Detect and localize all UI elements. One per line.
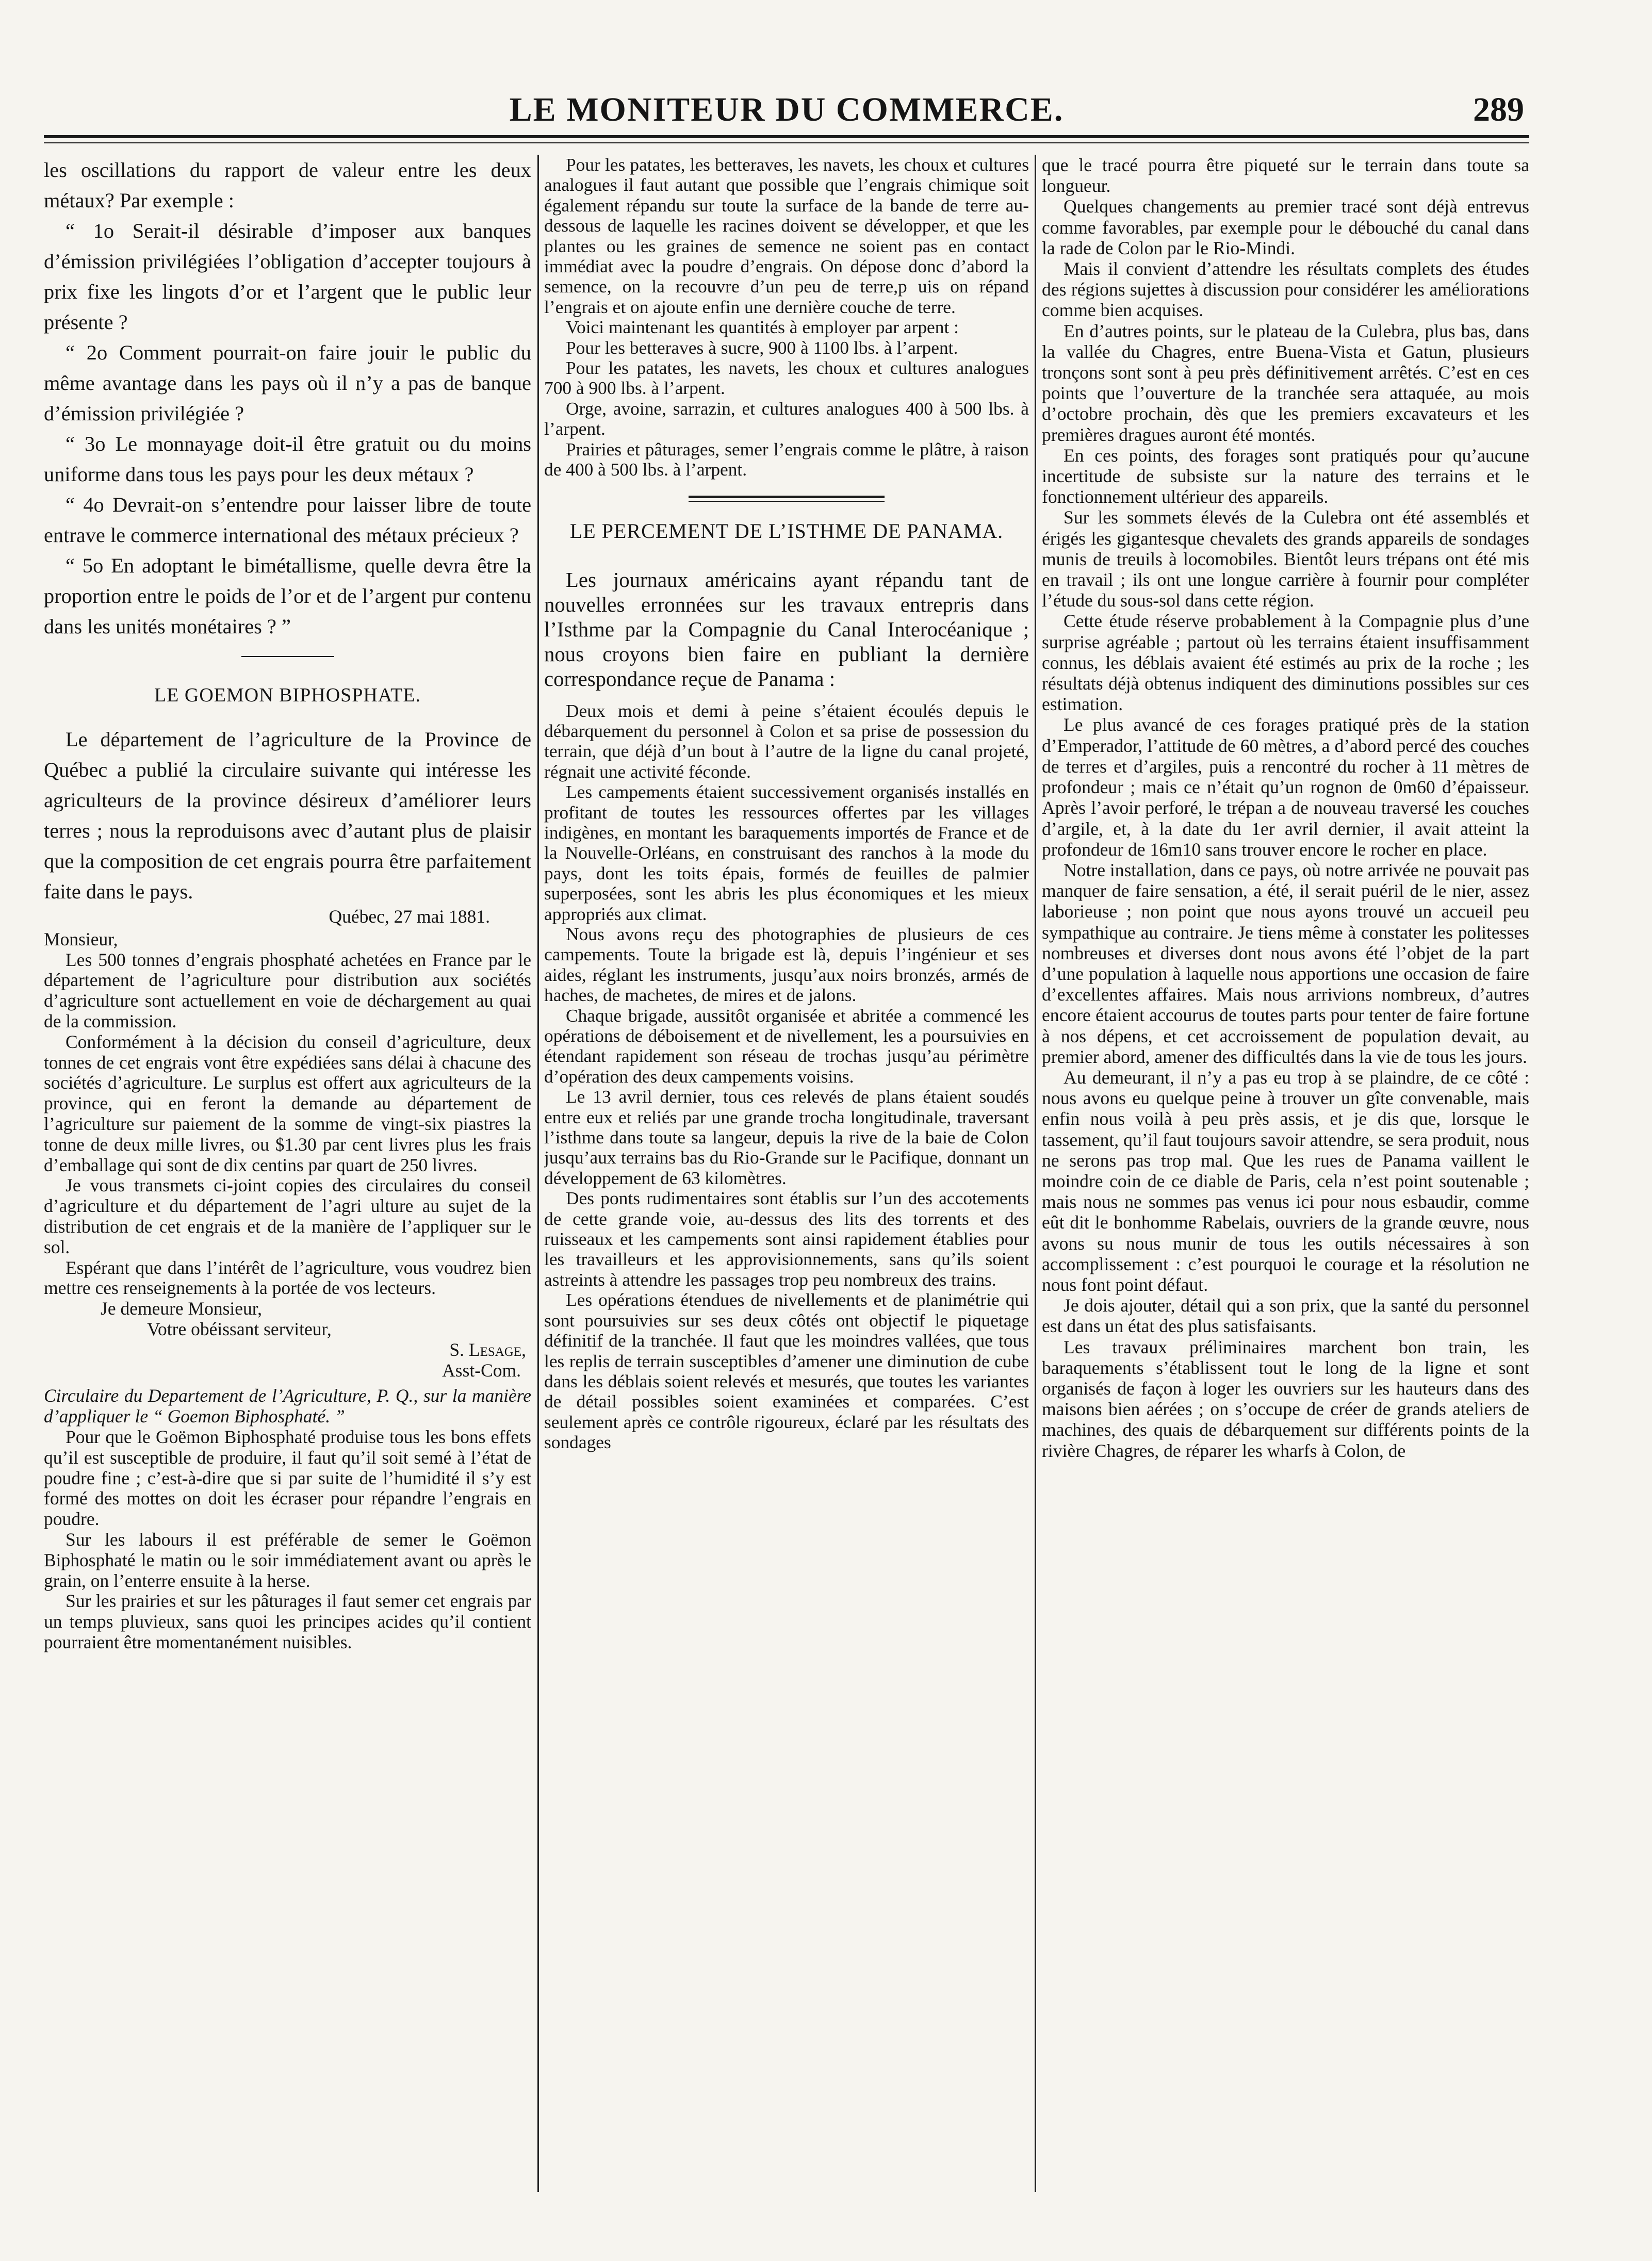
column-right [1042, 155, 1529, 2228]
quantity-item: Pour les patates, les navets, les choux et cultures analogues 700 à 900 lbs. à l’arpent. [544, 357, 1029, 399]
circulaire-paragraph: Sur les prairies et sur les pâturages il faut semer cet engrais par un temps pluvieux, sans quoi les principes acides qu’il contient pourraient être momentanément nuisibles. [44, 1591, 531, 1652]
article-paragraph: Des ponts rudimentaires sont établis sur l’un des accotements de cette grande voie, au-dessus des lits des torrents et des ruisseaux et les campements sont ainsi rapidement établies pour les travailleurs et les approvisionnements, sans qu’ils soient astreints à attendre les passages trop peu nombreux des trains. [544, 1188, 1029, 1290]
letter-paragraph: Espérant que dans l’intérêt de l’agriculture, vous voudrez bien mettre ces renseignements à la portée de vos lecteurs. [44, 1257, 531, 1299]
article-paragraph: que le tracé pourra être piqueté sur le terrain dans toute sa longueur. [1042, 155, 1529, 196]
article-paragraph: Notre installation, dans ce pays, où notre arrivée ne pouvait pas manquer de faire sensation, a été, il serait puéril de le nier, assez laborieuse ; non point que nous ayons trouvé un accueil peu sympathique au contraire. Je tiens même à constater les politesses nombreuses et diverses dont nous avons été l’objet de la part d’une population à laquelle nous apportions une occasion de faire d’excellentes affaires. Mais nous arrivions nombreux, d’autres encore étaient accourus de toutes parts pour tenter de faire fortune à nos dépens, et cet accroissement de population devait, au premier abord, amener des difficultés dans la vie de tous les jours. [1042, 859, 1529, 1067]
article-paragraph: Mais il convient d’attendre les résultats complets des études des régions sujettes à discussion pour considérer les améliorations comme bien acquises. [1042, 258, 1529, 321]
article-paragraph: Chaque brigade, aussitôt organisée et abritée a commencé les opérations de déboisement et de nivellement, les a poursuivies en étendant rapidement son réseau de trochas jusqu’au périmètre d’opération des deux campements voisins. [544, 1005, 1029, 1087]
article-paragraph: Voici maintenant les quantités à employer par arpent : [566, 317, 959, 338]
section-title-goemon: LE GOEMON BIPHOSPHATE. [154, 684, 421, 706]
article-paragraph: Sur les sommets élevés de la Culebra ont été assemblés et érigés les gigantesque chevalets des grands appareils de sondages munis de treuils à locomobiles. Bientôt leurs trépans ont été mis en travail ; ils ont une longue carrière à fournir pour compléter l’étude du sous-sol dans cette région. [1042, 507, 1529, 611]
question-4: “ 4o Devrait-on s’entendre pour laisser libre de toute entrave le commerce international des métaux précieux ? [44, 493, 531, 547]
letter-closing: Je demeure Monsieur, [101, 1298, 263, 1319]
circulaire-paragraph: Sur les labours il est préférable de semer le Goëmon Biphosphaté le matin ou le soir immédiatement avant ou après le grain, on l’enterre ensuite à la herse. [44, 1529, 531, 1591]
article-paragraph: Les campements étaient successivement organisés installés en profitant de toutes les ressources offertes par les villages indigènes, en montant les baraquements importés de France et de la Nouvelle-Orléans, en construisant des ranchos à la mode du pays, dont les toits épais, formés de feuilles de palmier superposées, sont les abris les plus économiques et les mieux appropriés aux climat. [544, 781, 1029, 924]
column-divider-2 [1035, 155, 1036, 2192]
letter-paragraph: Conformément à la décision du conseil d’agriculture, deux tonnes de cet engrais vont être expédiées sans délai à chacune des sociétés d’agriculture. Le surplus est offert aux agriculteurs de la province, qui en feront la demande au département de l’agriculture sur paiement de la somme de vingt-six piastres la tonne de deux mille livres, ou $1.30 par cent livres plus les frais d’emballage qui sont de dix centins par quart de 250 livres. [44, 1031, 531, 1175]
question-3: “ 3o Le monnayage doit-il être gratuit ou du moins uniforme dans tous les pays pour les deux métaux ? [44, 432, 531, 486]
question-5: “ 5o En adoptant le bimétallisme, quelle devra être la proportion entre le poids de l’or et de l’argent pur contenu dans les unités monétaires ? ” [44, 554, 531, 638]
page-number: 289 [1473, 91, 1524, 128]
letter-salutation: Monsieur, [44, 928, 118, 949]
column-left [44, 155, 531, 2228]
quantity-item: Orge, avoine, sarrazin, et cultures analogues 400 à 500 lbs. à l’arpent. [544, 398, 1029, 439]
quantity-item: Pour les betteraves à sucre, 900 à 1100 lbs. à l’arpent. [566, 337, 958, 358]
article-paragraph: Le plus avancé de ces forages pratiqué près de la station d’Emperador, l’attitude de 60 mètres, a d’abord percé des couches de terres et d’argiles, puis a rencontré du rocher à 11 mètres de profondeur ; mais ce n’était qu’un rognon de 0m60 d’épaisseur. Après l’avoir perforé, le trépan a de nouveau traversé les couches d’argile, et, à la date du 1er avril dernier, il avait atteint la profondeur de 16m10 sans trouver encore le rocher en place. [1042, 714, 1529, 860]
article-paragraph: Quelques changements au premier tracé sont déjà entrevus comme favorables, par exemple pour le débouché du canal dans la rade de Colon par le Rio-Mindi. [1042, 196, 1529, 258]
panama-intro: Les journaux américains ayant répandu tant de nouvelles erronnées sur les travaux entrepris dans l’Isthme par la Compagnie du Canal Interocéanique ; nous croyons bien faire en publiant la dernière correspondance reçue de Panama : [544, 568, 1029, 691]
section-divider [689, 496, 885, 503]
page-header [44, 90, 1529, 137]
article-paragraph: Cette étude réserve probablement à la Compagnie plus d’une surprise agréable ; partout où les terrains étaient insuffisamment connus, les déblais avaient été estimés au prix de la roche ; les résultats déjà obtenus indiquent des diminutions possibles sur ces estimation. [1042, 611, 1529, 715]
article-paragraph: Le 13 avril dernier, tous ces relevés de plans étaient soudés entre eux et reliés par une grande trocha longitudinale, traversant l’isthme dans toute sa langeur, depuis la rive de la baie de Colon jusqu’aux terrains bas du Rio-Grande sur le Pacifique, donnant un développement de 63 kilomètres. [544, 1086, 1029, 1188]
header-rule-thin [44, 142, 1529, 143]
article-paragraph: Au demeurant, il n’y a pas eu trop à se plaindre, de ce côté : nous avons eu quelque peine à trouver un gîte convenable, mais enfin nous voilà à peu près assis, et je dis que, lorsque le tassement, qu’il faut toujours savoir attendre, se sera produit, nous ne serons pas trop mal. Que les rues de Panama vaillent le moindre coin de ce diable de Paris, cela n’est point soutenable ; mais nous ne sommes pas venus ici pour nous esbaudir, comme eût dit le bonhomme Rabelais, ouvriers de la grande œuvre, nous avons su nous munir de tous les outils nécessaires à son accomplissement : c’est pourquoi le courage et la résolution ne nous font point défaut. [1042, 1067, 1529, 1295]
signature-name: S. Lesage, [449, 1339, 526, 1360]
quantity-item: Prairies et pâturages, semer l’engrais comme le plâtre, à raison de 400 à 500 lbs. à l’arpent. [544, 438, 1029, 480]
article-paragraph: Deux mois et demi à peine s’étaient écoulés depuis le débarquement du personnel à Colon et sa prise de possession du terrain, que déjà d’un bout à l’autre de la ligne du canal projeté, régnait une activité féconde. [544, 700, 1029, 782]
letter-closing: Votre obéissant serviteur, [147, 1318, 332, 1339]
article-paragraph: Je dois ajouter, détail qui a son prix, que la santé du personnel est dans un état des plus satisfaisants. [1042, 1295, 1529, 1337]
column-divider-1 [537, 155, 539, 2192]
article-paragraph: Nous avons reçu des photographies de plusieurs de ces campements. Toute la brigade est là, depuis l’ingénieur et ses aides, réglant les instruments, jusqu’aux noirs bronzés, armés de haches, de machetes, de mires et de jalons. [544, 923, 1029, 1006]
article-paragraph: En d’autres points, sur le plateau de la Culebra, plus bas, dans la vallée du Chagres, entre Buena-Vista et Gatun, plusieurs tronçons sont sont à peu près définitivement arrêtés. C’est en ces points que l’ouverture de la tranchée sera attaquée, au mois d’octobre prochain, dès que les premiers excavateurs et les premières dragues auront été montés. [1042, 320, 1529, 445]
section-title-panama: LE PERCEMENT DE L’ISTHME DE PANAMA. [569, 519, 1004, 543]
letter-paragraph: Les 500 tonnes d’engrais phosphaté achetées en France par le département de l’agriculture pour distribution aux sociétés d’agriculture sont actuellement en voie de déchargement au quai de la commission. [44, 949, 531, 1031]
circulaire-paragraph: Pour que le Goëmon Biphosphaté produise tous les bons effets qu’il est susceptible de produire, il faut qu’il soit semé à l’état de poudre fine ; c’est-à-dire que si par suite de l’humidité il s’y est formé des mottes on doit les écraser pour répandre l’engrais en poudre. [44, 1426, 531, 1530]
section-divider [241, 656, 334, 663]
article-paragraph: En ces points, des forages sont pratiqués pour qu’aucune incertitude de subsiste sur la nature des terrains et le fonctionnement ultérieur des appareils. [1042, 445, 1529, 507]
column-middle [544, 155, 1029, 2228]
article-paragraph: Les opérations étendues de nivellements et de planimétrie qui sont poursuivies sur ses deux côtés ont objectif le piquetage définitif de la tranchée. Il faut que les moindres vallées, que tous les replis de terrain susceptibles d’amener une diminution de cube dans les déblais soient relevés et mesurés, que toutes les variantes de détail possibles soient examinées et comparées. C’est seulement après ce contrôle rigoureux, éclaré par les résultats des sondages [544, 1289, 1029, 1453]
letter-date: Québec, 27 mai 1881. [329, 906, 490, 927]
question-2: “ 2o Comment pourrait-on faire jouir le public du même avantage dans les pays où il n’y a pas de banque d’émission privilégiée ? [44, 341, 531, 425]
article-paragraph: Pour les patates, les betteraves, les navets, les choux et cultures analogues il faut autant que possible que l’engrais chimique soit également répandu sur toute la surface de la bande de terre au-dessous de laquelle les racines doivent se développer, et que les plantes ou les graines de semence ne soient pas en contact immédiat avec la poudre d’engrais. On dépose donc d’abord la semence, on la recouvre d’un peu de terre,p uis on répand l’engrais et on ajoute enfin une dernière couche de terre. [544, 155, 1029, 317]
goemon-intro: Le département de l’agriculture de la Province de Québec a publié la circulaire suivante qui intéresse les agriculteurs de la province désireux d’améliorer leurs terres ; nous la reproduisons avec d’autant plus de plaisir que la composition de cet engrais pourra être parfaitement faite dans le pays. [44, 728, 531, 903]
publication-title: LE MONITEUR DU COMMERCE. [509, 91, 1064, 128]
header-rule-thick [44, 135, 1529, 138]
signature-title: Asst-Com. [442, 1359, 521, 1381]
article-paragraph: les oscillations du rapport de valeur entre les deux métaux? Par exemple : [44, 158, 531, 212]
question-1: “ 1o Serait-il désirable d’imposer aux banques d’émission privilégiées l’obligation d’accepter toujours à prix fixe les lingots d’or et l’argent que le public leur présente ? [44, 219, 531, 334]
letter-paragraph: Je vous transmets ci-joint copies des circulaires du conseil d’agriculture et du département de l’agri ulture au sujet de la distribution de cet engrais et de la manière de l’appliquer sur le sol. [44, 1175, 531, 1257]
article-paragraph: Les travaux préliminaires marchent bon train, les baraquements s’établissent tout le long de la ligne et sont organisés de façon à loger les ouvriers sur les hauteurs dans des maisons bien aérées ; on s’occupe de créer de grands ateliers de machines, des quais de débarquement sur différents points de la rivière Chagres, de réparer les wharfs à Colon, de [1042, 1336, 1529, 1461]
circulaire-title: Circulaire du Departement de l’Agriculture, P. Q., sur la manière d’appliquer le “ Goemon Biphosphaté. ” [44, 1385, 531, 1427]
